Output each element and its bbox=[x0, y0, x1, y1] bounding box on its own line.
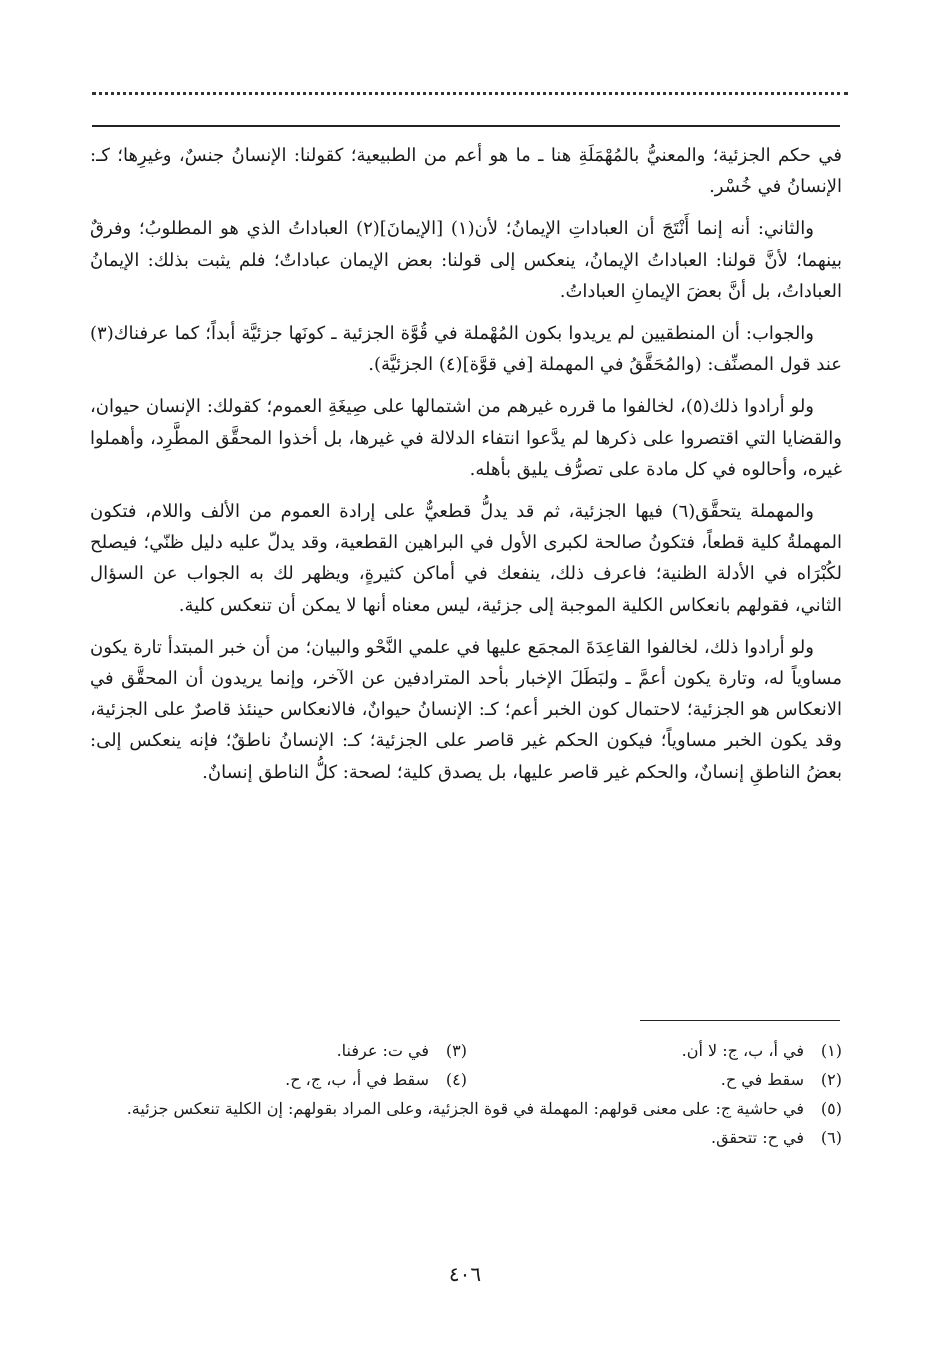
footnote-row bbox=[92, 1065, 842, 1094]
header-dotted-rule bbox=[92, 92, 848, 95]
footnote-2 bbox=[467, 1065, 842, 1094]
footnote-1 bbox=[467, 1036, 842, 1065]
paragraph-6: ولو أرادوا ذلك، لخالفوا القاعِدَةَ المجمَع عليها في علمي النَّحْو والبيان؛ من أن خبر المبتدأ تارة يكون مساوياً له، وتارة يكون أعمَّ ـ ولبَطَلَ الإخبار بأحد المترادفين عن الآخر، وإنما يريدون أن المحقَّق في الانعكاس هو الجزئية؛ لاحتمال كون الخبر أعم؛ كـ: الإنسانُ حيوانٌ، فالانعكاس حينئذ قاصرٌ على الجزئية، وقد يكون الخبر مساوياً؛ فيكون الحكم غير قاصر على الجزئية؛ كـ: الإنسانُ ناطقٌ؛ فإنه ينعكس إلى: بعضُ الناطقِ إنسانٌ، والحكم غير قاصر عليها، بل يصدق كلية؛ لصحة: كلُّ الناطق إنسانٌ. bbox=[90, 636, 842, 783]
paragraph-3: والجواب: أن المنطقيين لم يريدوا بكون المُهْملة في قُوَّة الجزئية ـ كونَها جزئيَّة أبداً؛ كما عرفناك(٣) عند قول المصنِّف: (والمُحَقَّقُ في المهملة [في قوَّة](٤) الجزئيَّة). bbox=[90, 323, 842, 376]
paragraph-4: ولو أرادوا ذلك(٥)، لخالفوا ما قرره غيرهم من اشتمالها على صِيغَةِ العموم؛ كقولك: الإنسان حيوان، والقضايا التي اقتصروا على ذكرها لم يدَّعوا انتفاء الدلالة في غيرها، بل أخذوا المحقَّق المطَّرِد، وأهملوا غيره، وأحالوه في كل مادة على تصرُّف يليق بأهله. bbox=[90, 396, 842, 480]
footnote-row bbox=[92, 1123, 842, 1152]
footnote-row bbox=[92, 1036, 842, 1065]
paragraph-1: في حكم الجزئية؛ والمعنيُّ بالمُهْمَلَةِ هنا ـ ما هو أعم من الطبيعية؛ كقولنا: الإنسانُ جنسٌ، وغيرِها؛ كـ: الإنسانُ في خُسْر. bbox=[90, 145, 842, 198]
footnote-number: (٥) bbox=[820, 1099, 842, 1118]
footnote-text: في ت: عرفنا. bbox=[336, 1041, 429, 1060]
footnote-4 bbox=[92, 1065, 467, 1094]
main-text bbox=[90, 140, 842, 799]
footnote-text: في ح: تتحقق. bbox=[710, 1128, 804, 1147]
footnote-text: سقط في أ، ب، ج، ح. bbox=[285, 1070, 429, 1089]
footnote-number: (٢) bbox=[820, 1070, 842, 1089]
footnote-5 bbox=[92, 1094, 842, 1123]
footnote-text: سقط في ح. bbox=[720, 1070, 804, 1089]
paragraph-5: والمهملة يتحقَّق(٦) فيها الجزئية، ثم قد يدلُّ قطعيٌّ على إرادة العموم من الألف واللام، فتكون المهملةُ كلية قطعاً، فتكونُ صالحة لكبرى الأول في البراهين القطعية، وقد يدلّ عليه دليل ظنّي؛ فيصلح لكُبْرَاه في الأدلة الظنية؛ فاعرف ذلك، ينفعك في أماكن كثيرةٍ، ويظهر لك به الجواب عن السؤال الثاني، فقولهم بانعكاس الكلية الموجبة إلى جزئية، ليس معناه أنها لا يمكن أن تنعكس كلية. bbox=[90, 501, 842, 616]
page-number: ٤٠٦ bbox=[448, 1262, 482, 1286]
footnote-3 bbox=[92, 1036, 467, 1065]
footnote-number: (٤) bbox=[445, 1070, 467, 1089]
footnote-number: (٦) bbox=[820, 1128, 842, 1147]
paragraph-2: والثاني: أنه إنما أَنْتَجَ أن العباداتِ الإيمانُ؛ لأن(١) [الإيمانَ](٢) العباداتُ الذي هو المطلوبُ؛ وفرقٌ بينهما؛ لأنَّ قولنا: العباداتُ الإيمانُ، ينعكس إلى قولنا: بعض الإيمان عباداتٌ؛ فلم يثبت بذلك: الإيمانُ العباداتُ، بل أنَّ بعضَ الإيمانِ العباداتُ. bbox=[90, 218, 842, 302]
footnotes bbox=[92, 1036, 842, 1152]
footnote-rule bbox=[640, 1020, 840, 1021]
footnote-row bbox=[92, 1094, 842, 1123]
footnote-text: في حاشية ج: على معنى قولهم: المهملة في قوة الجزئية، وعلى المراد بقولهم: إن الكلية تنعكس جزئية. bbox=[126, 1099, 804, 1118]
footnote-number: (١) bbox=[820, 1041, 842, 1060]
footnote-text: في أ، ب، ج: لا أن. bbox=[681, 1041, 804, 1060]
footnote-6 bbox=[92, 1123, 842, 1152]
header-solid-rule bbox=[92, 125, 840, 127]
footnote-number: (٣) bbox=[445, 1041, 467, 1060]
